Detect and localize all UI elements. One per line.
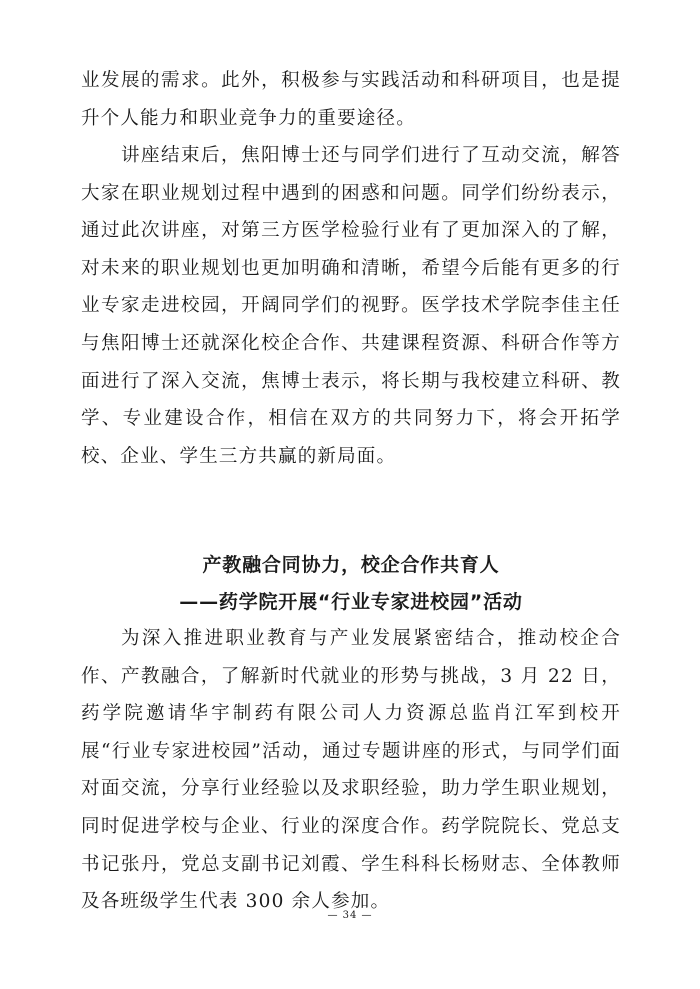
paragraph-career-needs: 业发展的需求。此外，积极参与实践活动和科研项目，也是提升个人能力和职业竞争力的重要途径。 — [81, 70, 621, 129]
article-subtitle: ——药学院开展“行业专家进校园”活动 — [179, 591, 523, 613]
paragraph-lecture-exchange: 讲座结束后，焦阳博士还与同学们进行了互动交流，解答大家在职业规划过程中遇到的困惑和问题。同学们纷纷表示，通过此次讲座，对第三方医学检验行业有了更加深入的了解，对未来的职业规划也更加明确和清晰，希望今后能有更多的行业专家走进校园，开阔同学们的视野。医学技术学院李佳主任与焦阳博士还就深化校企合作、共建课程资源、科研合作等方面进行了深入交流，焦博士表示，将长期与我校建立科研、教学、专业建设合作，相信在双方的共同努力下，将会开拓学校、企业、学生三方共赢的新局面。 — [81, 145, 621, 467]
page-number: — 34 — — [327, 910, 373, 921]
article-title: 产教融合同协力，校企合作共育人 — [202, 554, 500, 576]
paragraph-pharmacy-event: 为深入推进职业教育与产业发展紧密结合，推动校企合作、产教融合，了解新时代就业的形势与挑战，3 月 22 日，药学院邀请华宇制药有限公司人力资源总监肖江军到校开展“行业专家进校园”活动，通过专题讲座的形式，与同学们面对面交流，分享行业经验以及求职经验，助力学生职业规划，同时促进学校与企业、行业的深度合作。药学院院长、党总支书记张丹，党总支副书记刘霞、学生科科长杨财志、全体教师及各班级学生代表 300 余人参加。 — [81, 628, 621, 913]
